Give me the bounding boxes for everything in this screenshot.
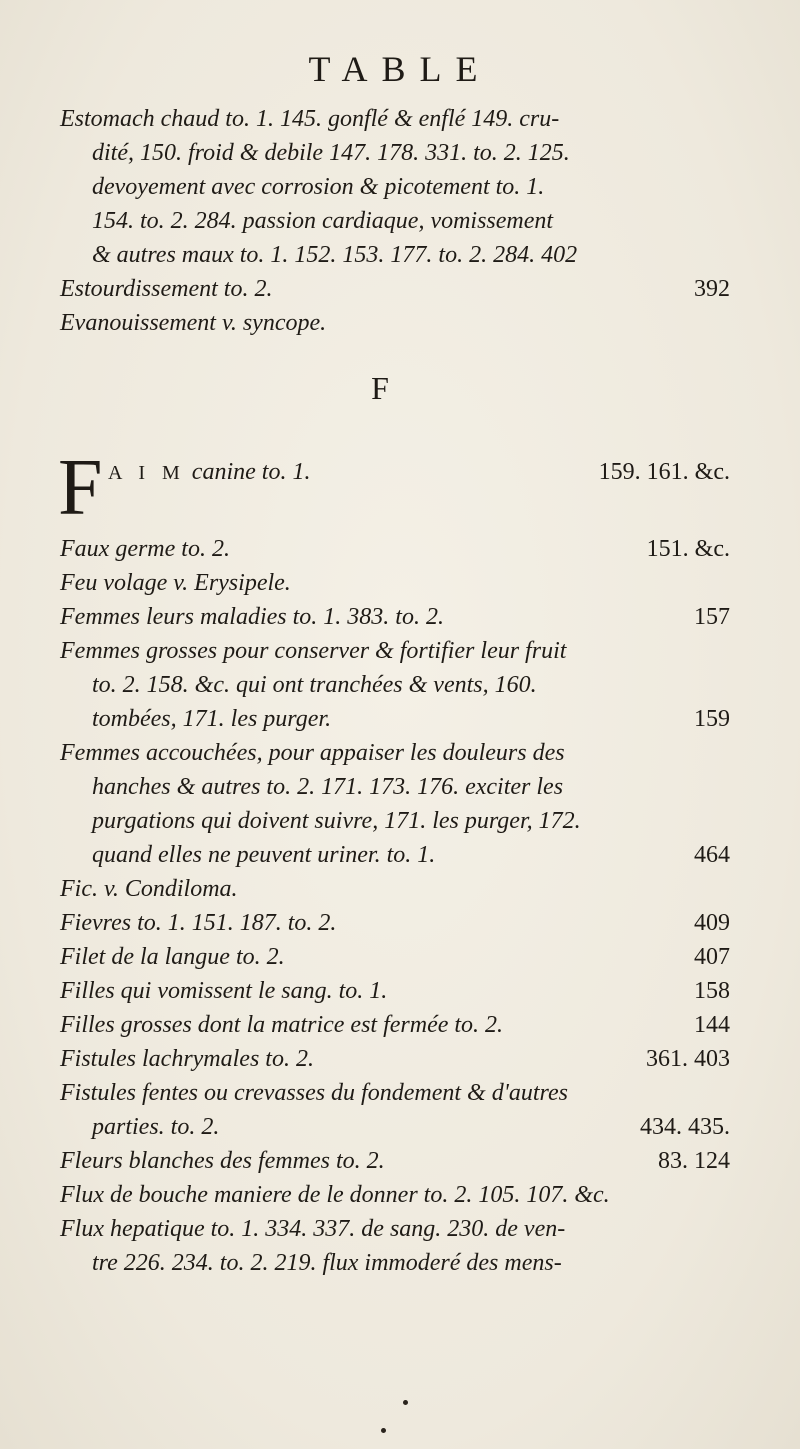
entry-text: purgations qui doivent suivre, 171. les purger, 172. [92, 808, 581, 834]
entry-text: Estomach chaud to. 1. 145. gonflé & enflé 149. cru- [60, 106, 560, 132]
entry-text: Fleurs blanches des femmes to. 2. [60, 1148, 385, 1174]
entry-pages: 434. 435. [640, 1114, 730, 1140]
entry-text: Flux hepatique to. 1. 334. 337. de sang. 230. de ven- [60, 1216, 566, 1242]
entry-text: Filles grosses dont la matrice est fermée to. 2. [60, 1012, 504, 1038]
entry-caps: A I M [108, 462, 186, 484]
index-line [92, 204, 730, 238]
index-line [60, 1178, 730, 1212]
entry-text: tombées, 171. les purger. [92, 706, 332, 732]
index-line [60, 1008, 730, 1042]
drop-cap: F [58, 444, 103, 532]
entry-pages: 361. 403 [646, 1046, 730, 1072]
ink-speck [403, 1400, 408, 1405]
index-line [60, 532, 730, 566]
entry-text: hanches & autres to. 2. 171. 173. 176. exciter les [92, 774, 564, 800]
entry-text: Femmes accouchées, pour appaiser les douleurs des [60, 740, 565, 766]
entry-text: Feu volage v. Erysipele. [60, 570, 291, 596]
running-head: TABLE [308, 49, 492, 89]
index-line [60, 1212, 730, 1246]
entry-pages: 159. 161. &c. [598, 459, 730, 485]
index-line [60, 600, 730, 634]
index-line [60, 272, 730, 306]
entry-pages: 464 [694, 842, 730, 868]
entry-text: canine to. 1. [191, 459, 311, 485]
index-line [92, 1246, 730, 1280]
entry-text: Fistules fentes ou crevasses du fondement & d'autres [60, 1080, 568, 1106]
entry-text: devoyement avec corrosion & picotement to. 1. [92, 174, 545, 200]
entry-text: Faux germe to. 2. [60, 536, 230, 562]
index-line [60, 974, 730, 1008]
index-line [60, 1076, 730, 1110]
index-line [60, 906, 730, 940]
index-line [92, 170, 730, 204]
index-line [92, 1110, 730, 1144]
entry-text: Estourdissement to. 2. [60, 276, 273, 302]
entry-text: parties. to. 2. [92, 1114, 220, 1140]
index-line [60, 102, 730, 136]
entry-pages: 407 [694, 944, 730, 970]
entry-text: quand elles ne peuvent uriner. to. 1. [92, 842, 436, 868]
entry-text: Fievres to. 1. 151. 187. to. 2. [60, 910, 337, 936]
section-letter: F [371, 370, 389, 406]
index-line [92, 770, 730, 804]
entry-text: tre 226. 234. to. 2. 219. flux immoderé des mens- [92, 1250, 562, 1276]
index-line [60, 1144, 730, 1178]
entry-pages: 151. &c. [646, 536, 730, 562]
index-line [92, 702, 730, 736]
entry-text: Fistules lachrymales to. 2. [60, 1046, 314, 1072]
index-line [60, 634, 730, 668]
index-line [60, 940, 730, 974]
index-line [60, 1042, 730, 1076]
entry-pages: 392 [694, 276, 730, 302]
index-line [92, 238, 730, 272]
index-line [60, 872, 730, 906]
entry-text: Filet de la langue to. 2. [60, 944, 285, 970]
entry-text: 154. to. 2. 284. passion cardiaque, vomissement [92, 208, 554, 234]
entry-pages: 409 [694, 910, 730, 936]
entry-pages: 158 [694, 978, 730, 1004]
entry-pages: 157 [694, 604, 730, 630]
index-line [60, 736, 730, 770]
index-line [92, 136, 730, 170]
ink-speck [381, 1428, 386, 1433]
entry-pages: 159 [694, 706, 730, 732]
index-line [108, 455, 730, 489]
entry-text: Flux de bouche maniere de le donner to. 2. 105. 107. &c. [60, 1182, 610, 1208]
entry-text: Evanouissement v. syncope. [60, 310, 327, 336]
index-line [60, 306, 730, 340]
index-line [92, 804, 730, 838]
entry-pages: 83. 124 [658, 1148, 730, 1174]
index-line [60, 566, 730, 600]
entry-text: Femmes grosses pour conserver & fortifier leur fruit [60, 638, 567, 664]
index-line [92, 838, 730, 872]
entry-text: & autres maux to. 1. 152. 153. 177. to. 2. 284. 402 [92, 242, 578, 268]
entry-text: Fic. v. Condiloma. [60, 876, 238, 902]
entry-text: dité, 150. froid & debile 147. 178. 331. to. 2. 125. [92, 140, 570, 166]
entry-text: Femmes leurs maladies to. 1. 383. to. 2. [60, 604, 444, 630]
index-line [92, 668, 730, 702]
entry-pages: 144 [694, 1012, 730, 1038]
entry-text: Filles qui vomissent le sang. to. 1. [60, 978, 388, 1004]
entry-text: to. 2. 158. &c. qui ont tranchées & vents, 160. [92, 672, 537, 698]
